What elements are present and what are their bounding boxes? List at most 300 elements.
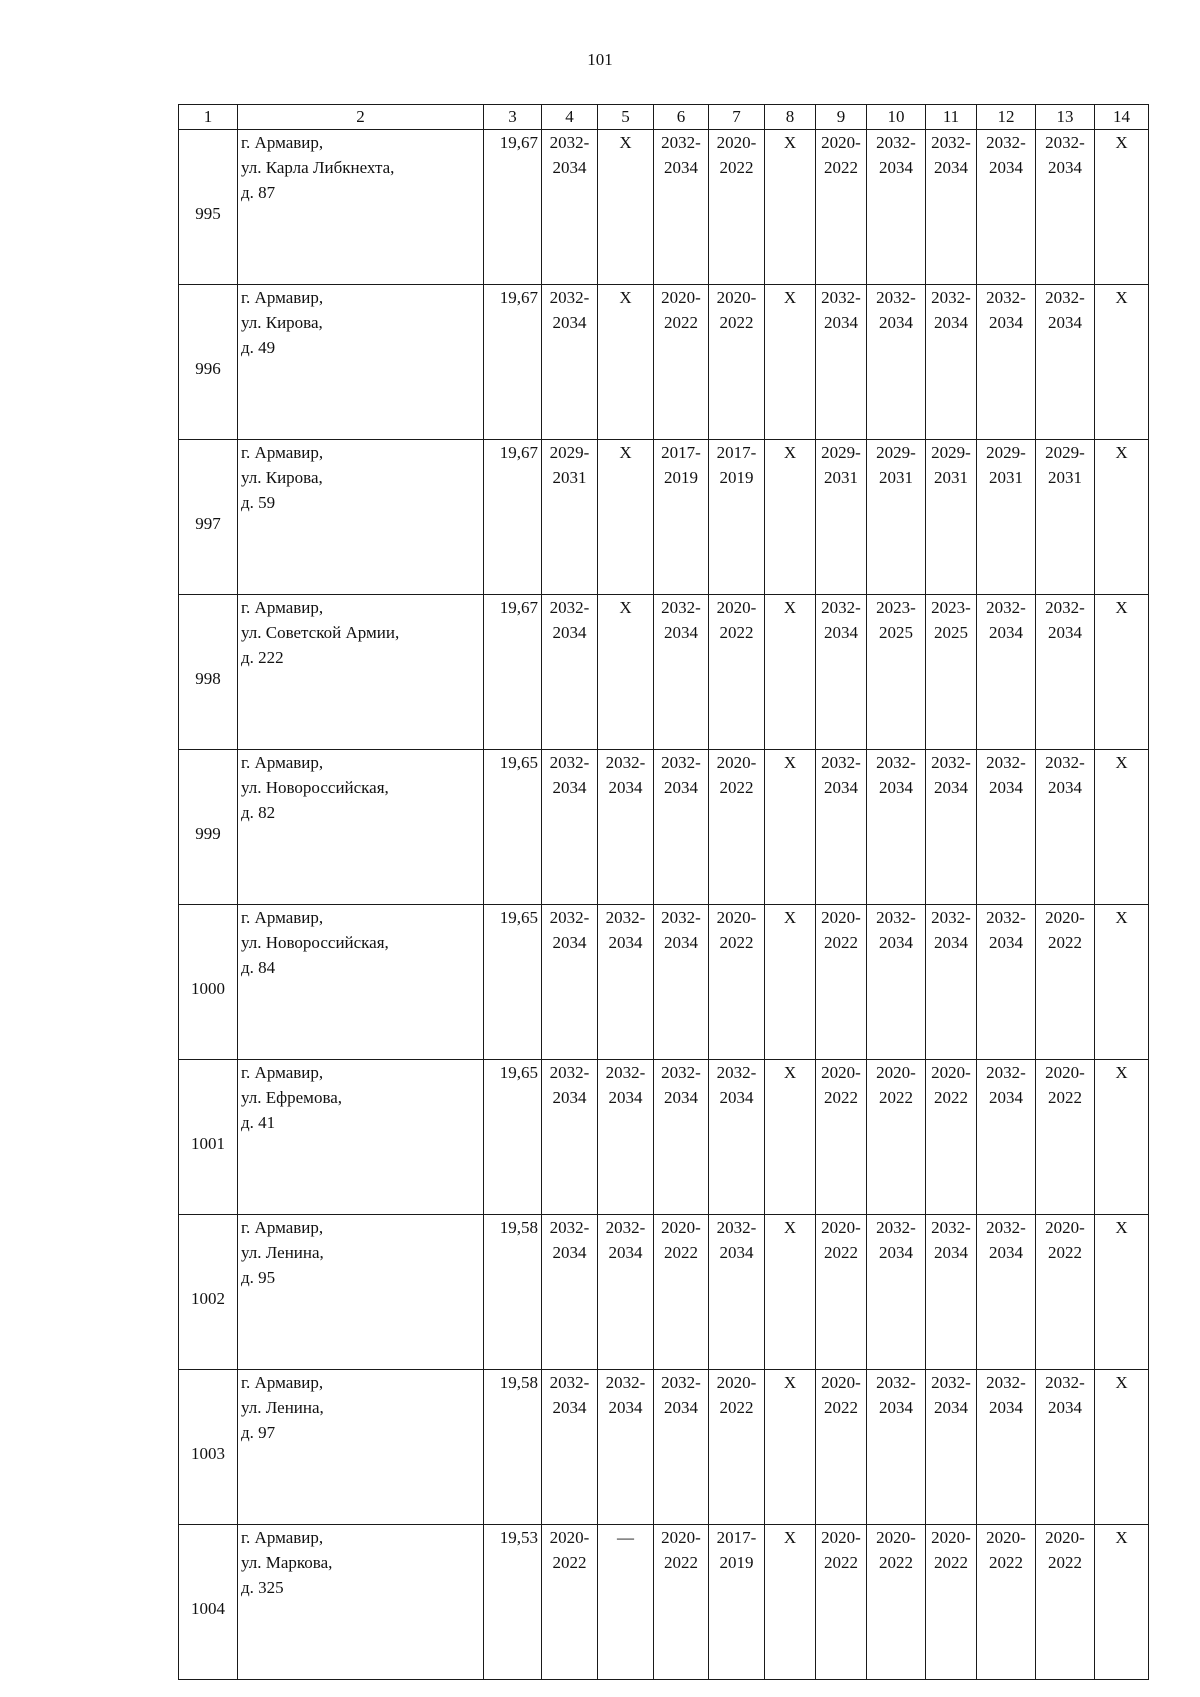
period-text: 2029- bbox=[986, 443, 1026, 462]
period-cell-col-13 bbox=[1036, 1060, 1095, 1215]
period-text: 2034 bbox=[664, 158, 698, 177]
period-text: 2032- bbox=[605, 1218, 646, 1237]
address-house: д. 49 bbox=[241, 338, 276, 357]
period-text: 2032- bbox=[661, 908, 701, 927]
period-text: 2034 bbox=[989, 778, 1023, 797]
period-text: 2020- bbox=[1045, 1528, 1085, 1547]
period-cell-col-5 bbox=[598, 595, 654, 750]
period-text: 2032- bbox=[716, 1218, 757, 1237]
row-number: 1001 bbox=[179, 1060, 238, 1215]
period-text: 2034 bbox=[879, 1398, 913, 1417]
period-text: 2032- bbox=[549, 1218, 590, 1237]
period-text: 2032- bbox=[876, 753, 916, 772]
period-text: 2020- bbox=[716, 598, 757, 617]
address-house: д. 325 bbox=[241, 1578, 284, 1597]
value-cell: 19,53 bbox=[484, 1525, 542, 1680]
period-cell-col-12 bbox=[977, 750, 1036, 905]
period-cell-col-10 bbox=[867, 1525, 926, 1680]
period-text: 2020- bbox=[716, 908, 757, 927]
period-text: 2020- bbox=[821, 1528, 861, 1547]
period-text: Х bbox=[1115, 443, 1128, 462]
period-text: Х bbox=[1115, 908, 1128, 927]
period-text: 2020- bbox=[1045, 908, 1085, 927]
table-header-row bbox=[179, 105, 1149, 130]
period-cell-col-11 bbox=[926, 750, 977, 905]
period-text: 2019 bbox=[719, 1553, 754, 1572]
period-text: 2034 bbox=[934, 1398, 968, 1417]
column-header-4: 4 bbox=[542, 105, 598, 130]
period-cell-col-14 bbox=[1095, 905, 1149, 1060]
period-text: Х bbox=[619, 133, 632, 152]
period-cell-col-10 bbox=[867, 1215, 926, 1370]
period-cell-col-13 bbox=[1036, 130, 1095, 285]
value-cell: 19,58 bbox=[484, 1370, 542, 1525]
period-cell-col-14 bbox=[1095, 440, 1149, 595]
period-text: 2032- bbox=[1045, 288, 1085, 307]
period-text: 2022 bbox=[824, 1553, 858, 1572]
period-cell-col-9 bbox=[816, 130, 867, 285]
period-text: 2034 bbox=[552, 158, 587, 177]
period-cell-col-7 bbox=[709, 285, 765, 440]
period-text: 2023- bbox=[876, 598, 916, 617]
period-cell-col-9 bbox=[816, 1215, 867, 1370]
period-text: 2034 bbox=[664, 1398, 698, 1417]
period-text: 2029- bbox=[549, 443, 590, 462]
address-street: ул. Маркова, bbox=[241, 1553, 333, 1572]
period-text: Х bbox=[619, 598, 632, 617]
address-street: ул. Новороссийская, bbox=[241, 933, 389, 952]
address-cell bbox=[238, 1215, 484, 1370]
period-text: 2022 bbox=[879, 1553, 913, 1572]
period-text: 2034 bbox=[552, 313, 587, 332]
period-text: Х bbox=[619, 443, 632, 462]
period-cell-col-4 bbox=[542, 1370, 598, 1525]
period-text: 2032- bbox=[605, 1373, 646, 1392]
period-text: 2034 bbox=[664, 623, 698, 642]
period-cell-col-13 bbox=[1036, 1215, 1095, 1370]
period-text: 2031 bbox=[824, 468, 858, 487]
period-text: 2031 bbox=[552, 468, 587, 487]
period-cell-col-4 bbox=[542, 440, 598, 595]
row-number: 1000 bbox=[179, 905, 238, 1060]
table-row bbox=[179, 1215, 1149, 1370]
period-text: 2022 bbox=[824, 1243, 858, 1262]
address-house: д. 87 bbox=[241, 183, 276, 202]
period-text: Х bbox=[619, 288, 632, 307]
period-text: Х bbox=[1115, 1528, 1128, 1547]
period-text: 2032- bbox=[876, 288, 916, 307]
period-cell-col-8 bbox=[765, 1525, 816, 1680]
period-text: 2032- bbox=[605, 753, 646, 772]
period-text: 2022 bbox=[824, 933, 858, 952]
period-cell-col-14 bbox=[1095, 130, 1149, 285]
period-cell-col-7 bbox=[709, 595, 765, 750]
period-cell-col-14 bbox=[1095, 1370, 1149, 1525]
period-text: 2022 bbox=[824, 158, 858, 177]
period-cell-col-13 bbox=[1036, 1370, 1095, 1525]
period-text: 2032- bbox=[821, 288, 861, 307]
period-text: 2032- bbox=[986, 133, 1026, 152]
period-text: 2031 bbox=[879, 468, 913, 487]
period-cell-col-10 bbox=[867, 750, 926, 905]
period-cell-col-14 bbox=[1095, 750, 1149, 905]
address-street: ул. Советской Армии, bbox=[241, 623, 400, 642]
period-text: 2031 bbox=[989, 468, 1023, 487]
period-text: — bbox=[617, 1528, 634, 1547]
period-cell-col-8 bbox=[765, 595, 816, 750]
column-header-9: 9 bbox=[816, 105, 867, 130]
period-cell-col-7 bbox=[709, 1060, 765, 1215]
period-text: 2020- bbox=[821, 133, 861, 152]
period-text: 2032- bbox=[1045, 133, 1085, 152]
period-cell-col-11 bbox=[926, 905, 977, 1060]
period-text: 2034 bbox=[1048, 623, 1082, 642]
period-cell-col-5 bbox=[598, 1370, 654, 1525]
period-text: 2022 bbox=[719, 623, 754, 642]
period-text: Х bbox=[1115, 598, 1128, 617]
period-text: 2034 bbox=[824, 313, 858, 332]
period-text: 2034 bbox=[608, 1398, 643, 1417]
register-table bbox=[178, 104, 1149, 1680]
period-text: 2019 bbox=[664, 468, 698, 487]
period-text: 2032- bbox=[986, 1373, 1026, 1392]
period-cell-col-6 bbox=[654, 1525, 709, 1680]
period-text: 2032- bbox=[716, 1063, 757, 1082]
period-text: 2032- bbox=[549, 598, 590, 617]
period-text: Х bbox=[783, 1528, 797, 1547]
period-cell-col-7 bbox=[709, 750, 765, 905]
period-cell-col-9 bbox=[816, 1525, 867, 1680]
period-text: 2032- bbox=[605, 1063, 646, 1082]
address-city: г. Армавир, bbox=[241, 908, 324, 927]
value-cell: 19,65 bbox=[484, 750, 542, 905]
period-cell-col-8 bbox=[765, 1370, 816, 1525]
period-text: 2022 bbox=[664, 1243, 698, 1262]
period-text: 2032- bbox=[986, 1063, 1026, 1082]
period-text: 2029- bbox=[1045, 443, 1085, 462]
period-text: Х bbox=[1115, 753, 1128, 772]
period-cell-col-12 bbox=[977, 285, 1036, 440]
address-city: г. Армавир, bbox=[241, 1063, 324, 1082]
address-house: д. 97 bbox=[241, 1423, 276, 1442]
period-text: 2020- bbox=[716, 753, 757, 772]
page-number: 101 bbox=[587, 50, 613, 69]
period-text: 2034 bbox=[934, 313, 968, 332]
period-text: 2034 bbox=[989, 1398, 1023, 1417]
period-text: 2034 bbox=[989, 313, 1023, 332]
address-cell bbox=[238, 1370, 484, 1525]
period-cell-col-14 bbox=[1095, 285, 1149, 440]
period-text: 2034 bbox=[824, 778, 858, 797]
address-street: ул. Кирова, bbox=[241, 313, 323, 332]
period-text: 2022 bbox=[719, 778, 754, 797]
period-text: 2020- bbox=[1045, 1063, 1085, 1082]
period-text: 2020- bbox=[716, 288, 757, 307]
period-cell-col-7 bbox=[709, 1525, 765, 1680]
column-header-11: 11 bbox=[926, 105, 977, 130]
period-cell-col-7 bbox=[709, 1215, 765, 1370]
period-text: 2022 bbox=[664, 313, 698, 332]
period-text: 2034 bbox=[552, 623, 587, 642]
period-cell-col-10 bbox=[867, 905, 926, 1060]
period-cell-col-8 bbox=[765, 285, 816, 440]
address-cell bbox=[238, 1060, 484, 1215]
period-text: 2034 bbox=[719, 1088, 754, 1107]
period-text: 2034 bbox=[608, 1088, 643, 1107]
period-cell-col-12 bbox=[977, 905, 1036, 1060]
address-house: д. 95 bbox=[241, 1268, 276, 1287]
period-cell-col-13 bbox=[1036, 440, 1095, 595]
period-cell-col-6 bbox=[654, 1370, 709, 1525]
period-text: 2032- bbox=[605, 908, 646, 927]
address-city: г. Армавир, bbox=[241, 598, 324, 617]
period-cell-col-5 bbox=[598, 750, 654, 905]
period-text: 2020- bbox=[1045, 1218, 1085, 1237]
period-text: Х bbox=[783, 908, 797, 927]
period-text: Х bbox=[1115, 133, 1128, 152]
period-cell-col-11 bbox=[926, 130, 977, 285]
address-cell bbox=[238, 1525, 484, 1680]
period-text: 2020- bbox=[821, 1373, 861, 1392]
period-cell-col-13 bbox=[1036, 1525, 1095, 1680]
period-text: 2032- bbox=[931, 288, 971, 307]
period-text: 2032- bbox=[549, 133, 590, 152]
row-number: 996 bbox=[179, 285, 238, 440]
period-text: 2034 bbox=[1048, 158, 1082, 177]
period-text: 2022 bbox=[1048, 1088, 1082, 1107]
table-row bbox=[179, 595, 1149, 750]
period-cell-col-11 bbox=[926, 1525, 977, 1680]
value-cell: 19,67 bbox=[484, 285, 542, 440]
period-text: Х bbox=[783, 1063, 797, 1082]
period-text: 2020- bbox=[821, 1218, 861, 1237]
period-text: 2032- bbox=[986, 598, 1026, 617]
period-cell-col-10 bbox=[867, 595, 926, 750]
period-text: 2034 bbox=[989, 623, 1023, 642]
period-text: 2032- bbox=[549, 1063, 590, 1082]
period-text: Х bbox=[783, 598, 797, 617]
column-header-8: 8 bbox=[765, 105, 816, 130]
period-text: 2034 bbox=[879, 933, 913, 952]
period-cell-col-11 bbox=[926, 595, 977, 750]
period-cell-col-12 bbox=[977, 440, 1036, 595]
period-cell-col-7 bbox=[709, 440, 765, 595]
period-cell-col-9 bbox=[816, 285, 867, 440]
period-text: 2034 bbox=[552, 933, 587, 952]
period-text: 2032- bbox=[876, 133, 916, 152]
value-cell: 19,65 bbox=[484, 1060, 542, 1215]
period-cell-col-13 bbox=[1036, 285, 1095, 440]
period-cell-col-11 bbox=[926, 1370, 977, 1525]
period-text: Х bbox=[783, 1373, 797, 1392]
period-cell-col-14 bbox=[1095, 1525, 1149, 1680]
period-cell-col-12 bbox=[977, 595, 1036, 750]
value-cell: 19,67 bbox=[484, 130, 542, 285]
period-cell-col-6 bbox=[654, 1060, 709, 1215]
value-cell: 19,67 bbox=[484, 595, 542, 750]
period-text: 2034 bbox=[879, 158, 913, 177]
period-cell-col-10 bbox=[867, 440, 926, 595]
row-number: 1002 bbox=[179, 1215, 238, 1370]
period-cell-col-5 bbox=[598, 905, 654, 1060]
period-text: 2020- bbox=[549, 1528, 590, 1547]
period-cell-col-4 bbox=[542, 1525, 598, 1680]
period-text: 2025 bbox=[879, 623, 913, 642]
period-text: 2022 bbox=[824, 1088, 858, 1107]
address-street: ул. Новороссийская, bbox=[241, 778, 389, 797]
period-cell-col-4 bbox=[542, 285, 598, 440]
period-cell-col-11 bbox=[926, 1060, 977, 1215]
period-text: 2022 bbox=[719, 313, 754, 332]
period-cell-col-14 bbox=[1095, 595, 1149, 750]
period-text: 2025 bbox=[934, 623, 968, 642]
period-text: Х bbox=[1115, 1063, 1128, 1082]
column-header-7: 7 bbox=[709, 105, 765, 130]
table-row bbox=[179, 130, 1149, 285]
period-text: 2034 bbox=[1048, 1398, 1082, 1417]
table-row bbox=[179, 750, 1149, 905]
period-text: 2032- bbox=[876, 908, 916, 927]
period-text: 2034 bbox=[608, 778, 643, 797]
period-text: 2020- bbox=[876, 1528, 916, 1547]
period-text: 2020- bbox=[931, 1528, 971, 1547]
period-text: 2032- bbox=[986, 1218, 1026, 1237]
period-text: 2022 bbox=[1048, 933, 1082, 952]
address-cell bbox=[238, 905, 484, 1060]
period-text: Х bbox=[783, 1218, 797, 1237]
period-text: 2032- bbox=[549, 1373, 590, 1392]
period-text: 2032- bbox=[1045, 598, 1085, 617]
table-row bbox=[179, 905, 1149, 1060]
period-text: 2034 bbox=[989, 158, 1023, 177]
period-text: 2020- bbox=[986, 1528, 1026, 1547]
period-text: 2029- bbox=[876, 443, 916, 462]
value-cell: 19,67 bbox=[484, 440, 542, 595]
period-cell-col-11 bbox=[926, 440, 977, 595]
period-text: 2020- bbox=[716, 1373, 757, 1392]
period-text: 2034 bbox=[879, 778, 913, 797]
period-text: 2020- bbox=[661, 1528, 701, 1547]
period-text: 2034 bbox=[989, 933, 1023, 952]
address-cell bbox=[238, 285, 484, 440]
period-cell-col-9 bbox=[816, 440, 867, 595]
period-text: 2032- bbox=[661, 753, 701, 772]
period-cell-col-6 bbox=[654, 750, 709, 905]
period-cell-col-12 bbox=[977, 1060, 1036, 1215]
period-text: 2029- bbox=[931, 443, 971, 462]
period-text: 2034 bbox=[934, 778, 968, 797]
period-text: 2034 bbox=[1048, 313, 1082, 332]
period-text: 2022 bbox=[879, 1088, 913, 1107]
period-text: 2020- bbox=[716, 133, 757, 152]
address-street: ул. Ленина, bbox=[241, 1398, 324, 1417]
period-text: Х bbox=[783, 753, 797, 772]
period-text: 2032- bbox=[661, 133, 701, 152]
period-text: 2032- bbox=[661, 598, 701, 617]
row-number: 997 bbox=[179, 440, 238, 595]
period-text: 2032- bbox=[821, 753, 861, 772]
row-number: 998 bbox=[179, 595, 238, 750]
address-city: г. Армавир, bbox=[241, 443, 324, 462]
period-text: 2034 bbox=[824, 623, 858, 642]
address-house: д. 41 bbox=[241, 1113, 276, 1132]
period-text: 2032- bbox=[931, 908, 971, 927]
period-text: 2034 bbox=[552, 1088, 587, 1107]
period-text: 2034 bbox=[989, 1088, 1023, 1107]
period-text: 2034 bbox=[934, 1243, 968, 1262]
period-text: 2020- bbox=[661, 1218, 701, 1237]
period-text: 2034 bbox=[719, 1243, 754, 1262]
period-cell-col-4 bbox=[542, 1060, 598, 1215]
address-city: г. Армавир, bbox=[241, 753, 324, 772]
period-text: 2029- bbox=[821, 443, 861, 462]
period-text: 2034 bbox=[934, 158, 968, 177]
period-text: 2032- bbox=[876, 1218, 916, 1237]
period-cell-col-13 bbox=[1036, 905, 1095, 1060]
period-cell-col-7 bbox=[709, 905, 765, 1060]
period-cell-col-10 bbox=[867, 1370, 926, 1525]
period-cell-col-11 bbox=[926, 285, 977, 440]
period-cell-col-4 bbox=[542, 750, 598, 905]
period-text: 2022 bbox=[934, 1553, 968, 1572]
period-text: 2032- bbox=[986, 288, 1026, 307]
period-text: 2034 bbox=[608, 1243, 643, 1262]
column-header-14: 14 bbox=[1095, 105, 1149, 130]
table-row bbox=[179, 1525, 1149, 1680]
column-header-5: 5 bbox=[598, 105, 654, 130]
period-text: 2034 bbox=[879, 313, 913, 332]
period-cell-col-9 bbox=[816, 1060, 867, 1215]
period-cell-col-14 bbox=[1095, 1215, 1149, 1370]
address-cell bbox=[238, 440, 484, 595]
period-text: Х bbox=[783, 443, 797, 462]
period-text: 2034 bbox=[552, 778, 587, 797]
period-cell-col-4 bbox=[542, 595, 598, 750]
address-house: д. 59 bbox=[241, 493, 276, 512]
period-cell-col-5 bbox=[598, 1215, 654, 1370]
column-header-3: 3 bbox=[484, 105, 542, 130]
period-text: 2032- bbox=[876, 1373, 916, 1392]
address-street: ул. Ленина, bbox=[241, 1243, 324, 1262]
period-cell-col-7 bbox=[709, 1370, 765, 1525]
period-text: 2034 bbox=[1048, 778, 1082, 797]
period-cell-col-7 bbox=[709, 130, 765, 285]
period-text: 2022 bbox=[719, 933, 754, 952]
period-text: 2032- bbox=[986, 753, 1026, 772]
period-text: 2032- bbox=[986, 908, 1026, 927]
address-city: г. Армавир, bbox=[241, 1373, 324, 1392]
period-cell-col-6 bbox=[654, 440, 709, 595]
row-number: 1003 bbox=[179, 1370, 238, 1525]
period-cell-col-14 bbox=[1095, 1060, 1149, 1215]
period-cell-col-13 bbox=[1036, 595, 1095, 750]
column-header-13: 13 bbox=[1036, 105, 1095, 130]
period-text: 2032- bbox=[549, 288, 590, 307]
period-text: 2034 bbox=[664, 1088, 698, 1107]
period-text: Х bbox=[1115, 1218, 1128, 1237]
period-cell-col-10 bbox=[867, 130, 926, 285]
period-cell-col-5 bbox=[598, 1525, 654, 1680]
period-cell-col-12 bbox=[977, 1525, 1036, 1680]
period-cell-col-12 bbox=[977, 130, 1036, 285]
period-text: 2022 bbox=[719, 158, 754, 177]
period-cell-col-5 bbox=[598, 130, 654, 285]
address-cell bbox=[238, 750, 484, 905]
period-cell-col-8 bbox=[765, 1215, 816, 1370]
column-header-6: 6 bbox=[654, 105, 709, 130]
period-text: Х bbox=[1115, 1373, 1128, 1392]
period-text: 2019 bbox=[719, 468, 754, 487]
